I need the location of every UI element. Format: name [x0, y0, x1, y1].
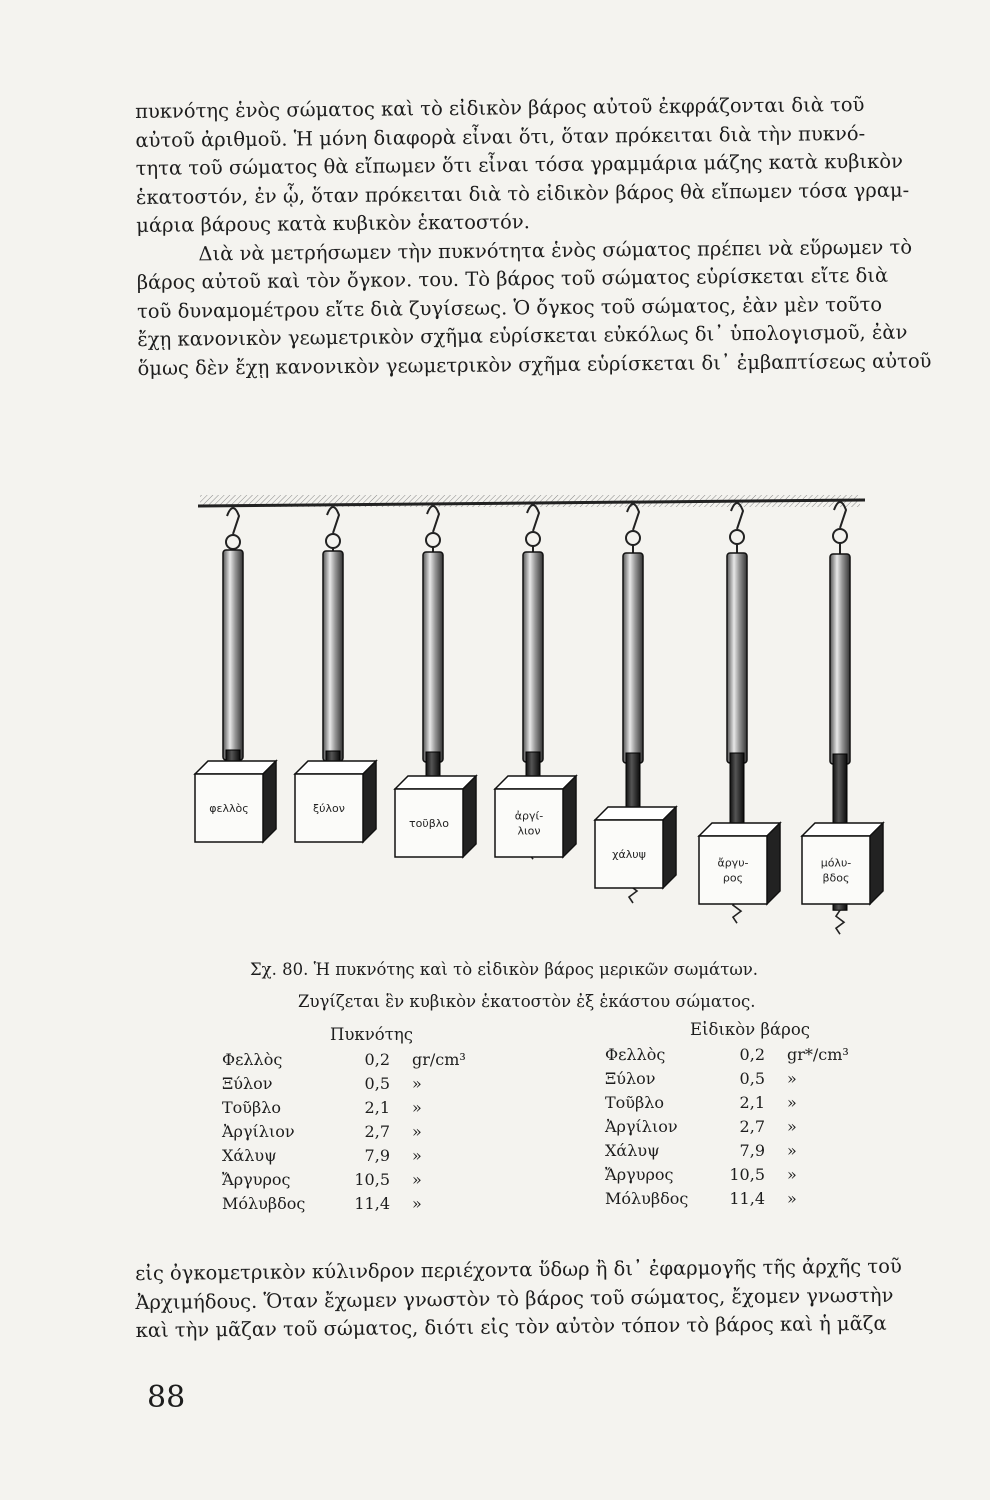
- cell-unit: »: [787, 1093, 797, 1112]
- ring: [326, 534, 340, 548]
- text-line: εἰς ὀγκομετρικὸν κύλινδρον περιέχοντα ὕδωρ ἢ δι᾽ ἐφαρμογῆς τῆς ἀρχῆς τοῦ: [135, 1254, 902, 1285]
- page-number: 88: [147, 1380, 186, 1415]
- hook: [527, 505, 539, 531]
- text-line: Ἀρχιμήδους. Ὅταν ἔχωμεν γνωστὸν τὸ βάρος τοῦ σώματος, ἔχομεν γνωστὴν: [135, 1283, 894, 1314]
- ring: [833, 529, 847, 543]
- text-line: ἑκατοστόν, ἐν ᾧ, ὅταν πρόκειται διὰ τὸ εἰδικὸν βάρος θὰ εἴπωμεν τόσα γραμ-: [135, 178, 910, 209]
- cube-side: [563, 776, 576, 857]
- ring: [730, 530, 744, 544]
- balance-tube: [830, 554, 850, 764]
- balance-tube: [523, 552, 543, 762]
- paragraph-bottom: [135, 1252, 951, 1345]
- text-line: τοῦ δυναμομέτρου εἴτε διὰ ζυγίσεως. Ὁ ὄγκος τοῦ σώματος, ἐὰν μὲν τοῦτο: [136, 292, 883, 323]
- cell-value: 11,4: [354, 1194, 390, 1213]
- cell-value: 11,4: [729, 1189, 765, 1208]
- cell-unit: gr/cm³: [412, 1050, 466, 1069]
- ring: [526, 532, 540, 546]
- cube-top: [802, 823, 883, 836]
- table-row: [222, 1144, 492, 1168]
- cube-side: [363, 761, 376, 842]
- cell-value: 2,7: [739, 1117, 765, 1136]
- body-label: λιον: [517, 824, 541, 838]
- cell-unit: »: [412, 1146, 422, 1165]
- spring-hook: [836, 910, 844, 934]
- table-row: [222, 1192, 492, 1216]
- cube-top: [595, 807, 676, 820]
- cell-unit: »: [412, 1098, 422, 1117]
- cell-value: 0,5: [739, 1069, 765, 1088]
- cube-side: [663, 807, 676, 888]
- body-label: βδος: [822, 871, 850, 885]
- body-label: ἀργί-: [514, 809, 544, 823]
- figure-caption: Σχ. 80. Ἡ πυκνότης καὶ τὸ εἰδικὸν βάρος μερικῶν σωμάτων.: [250, 960, 759, 979]
- table-row: [222, 1120, 492, 1144]
- cube-front: [802, 836, 870, 904]
- cell-name: Ἀργίλιον: [222, 1122, 295, 1141]
- text-line: τητα τοῦ σώματος θὰ εἴπωμεν ὅτι εἶναι τόσα γραμμάρια μάζης κατὰ κυβικὸν: [135, 149, 904, 180]
- cell-name: Μόλυβδος: [605, 1189, 689, 1208]
- cell-name: Ἄργυρος: [222, 1170, 291, 1189]
- table-row: [605, 1043, 867, 1067]
- text-line: ὅμως δὲν ἔχῃ κανονικὸν γεωμετρικὸν σχῆμα εὑρίσκεται δι᾽ ἐμβαπτίσεως αὐτοῦ: [137, 348, 932, 380]
- text-line: μάρια βάρους κατὰ κυβικὸν ἑκατοστόν.: [136, 210, 530, 237]
- cell-value: 2,7: [364, 1122, 390, 1141]
- cell-value: 0,5: [364, 1074, 390, 1093]
- hook: [227, 508, 239, 534]
- cell-unit: gr*/cm³: [787, 1045, 849, 1064]
- specific-weight-table-heading: Εἰδικὸν βάρος: [690, 1020, 810, 1039]
- cube-side: [263, 761, 276, 842]
- cell-name: Χάλυψ: [605, 1141, 660, 1160]
- balance-tube: [623, 553, 643, 763]
- balance-tube: [223, 550, 243, 760]
- cell-name: Ξύλον: [222, 1074, 273, 1093]
- cell-name: Ἄργυρος: [605, 1165, 674, 1184]
- hook: [327, 507, 339, 533]
- specific-weight-table: [605, 1043, 867, 1211]
- body-label: ρος: [722, 871, 744, 885]
- density-table-heading: Πυκνότης: [330, 1025, 413, 1044]
- cell-name: Φελλὸς: [605, 1045, 666, 1064]
- cell-unit: »: [787, 1141, 797, 1160]
- text-line: αὐτοῦ ἀριθμοῦ. Ἡ μόνη διαφορὰ εἶναι ὅτι, ὅταν πρόκειται διὰ τὴν πυκνό-: [135, 121, 866, 152]
- table-row: [222, 1048, 492, 1072]
- table-row: [605, 1139, 867, 1163]
- cell-unit: »: [787, 1165, 797, 1184]
- table-row: [222, 1168, 492, 1192]
- cell-unit: »: [787, 1117, 797, 1136]
- cube-side: [767, 823, 780, 904]
- cell-name: Τοῦβλο: [605, 1093, 665, 1112]
- cell-name: Μόλυβδος: [222, 1194, 306, 1213]
- paragraph-top: [135, 90, 953, 383]
- table-row: [605, 1187, 867, 1211]
- table-row: [605, 1067, 867, 1091]
- cell-unit: »: [787, 1069, 797, 1088]
- cube-front: [699, 836, 767, 904]
- body-label: τοῦβλο: [409, 817, 449, 830]
- text-line: ἔχῃ κανονικὸν γεωμετρικὸν σχῆμα εὑρίσκεται εὐκόλως δι᾽ ὑπολογισμοῦ, ἐὰν: [137, 320, 908, 351]
- balance-tube: [423, 552, 443, 762]
- ring: [626, 531, 640, 545]
- cell-name: Τοῦβλο: [222, 1098, 282, 1117]
- body-label: ἄργυ-: [717, 856, 749, 870]
- body-label: χάλυψ: [612, 848, 646, 861]
- cell-unit: »: [412, 1170, 422, 1189]
- hook: [427, 506, 439, 532]
- body-label: ξύλον: [313, 802, 345, 815]
- text-line: Διὰ νὰ μετρήσωμεν τὴν πυκνότητα ἑνὸς σώματος πρέπει νὰ εὕρωμεν τὸ: [198, 235, 913, 265]
- cube-side: [463, 776, 476, 857]
- cube-top: [699, 823, 780, 836]
- cell-value: 7,9: [364, 1146, 390, 1165]
- table-row: [222, 1096, 492, 1120]
- table-row: [605, 1163, 867, 1187]
- cell-name: Ξύλον: [605, 1069, 656, 1088]
- ring: [226, 535, 240, 549]
- cell-value: 2,1: [364, 1098, 390, 1117]
- balance-tube: [323, 551, 343, 761]
- cube-top: [495, 776, 576, 789]
- cell-value: 2,1: [739, 1093, 765, 1112]
- cell-value: 10,5: [354, 1170, 390, 1189]
- text-line: καὶ τὴν μᾶζαν τοῦ σώματος, διότι εἰς τὸν αὐτὸν τόπον τὸ βάρος καὶ ἡ μᾶζα: [135, 1311, 887, 1342]
- figure-caption-subtitle: Ζυγίζεται ἓν κυβικὸν ἑκατοστὸν ἐξ ἑκάστου σώματος.: [298, 992, 756, 1011]
- cell-value: 0,2: [739, 1045, 765, 1064]
- cell-value: 7,9: [739, 1141, 765, 1160]
- cell-value: 0,2: [364, 1050, 390, 1069]
- cell-unit: »: [787, 1189, 797, 1208]
- cell-value: 10,5: [729, 1165, 765, 1184]
- cell-unit: »: [412, 1194, 422, 1213]
- figure-80-spring-balances: [0, 470, 990, 940]
- density-table: [222, 1048, 492, 1216]
- table-row: [605, 1115, 867, 1139]
- body-label: φελλὸς: [209, 802, 249, 815]
- cube-side: [870, 823, 883, 904]
- cell-name: Χάλυψ: [222, 1146, 277, 1165]
- cell-unit: »: [412, 1122, 422, 1141]
- cell-unit: »: [412, 1074, 422, 1093]
- balance-tube: [727, 553, 747, 763]
- table-row: [605, 1091, 867, 1115]
- cube-top: [295, 761, 376, 774]
- cube-top: [395, 776, 476, 789]
- text-line: βάρος αὐτοῦ καὶ τὸν ὄγκον. του. Τὸ βάρος τοῦ σώματος εὑρίσκεται εἴτε διὰ: [136, 263, 889, 294]
- table-row: [222, 1072, 492, 1096]
- cube-top: [195, 761, 276, 774]
- cell-name: Φελλὸς: [222, 1050, 283, 1069]
- ring: [426, 533, 440, 547]
- cell-name: Ἀργίλιον: [605, 1117, 678, 1136]
- cube-front: [495, 789, 563, 857]
- text-line: πυκνότης ἑνὸς σώματος καὶ τὸ εἰδικὸν βάρος αὐτοῦ ἐκφράζονται διὰ τοῦ: [135, 92, 865, 123]
- hook: [627, 504, 639, 530]
- body-label: μόλυ-: [820, 856, 852, 870]
